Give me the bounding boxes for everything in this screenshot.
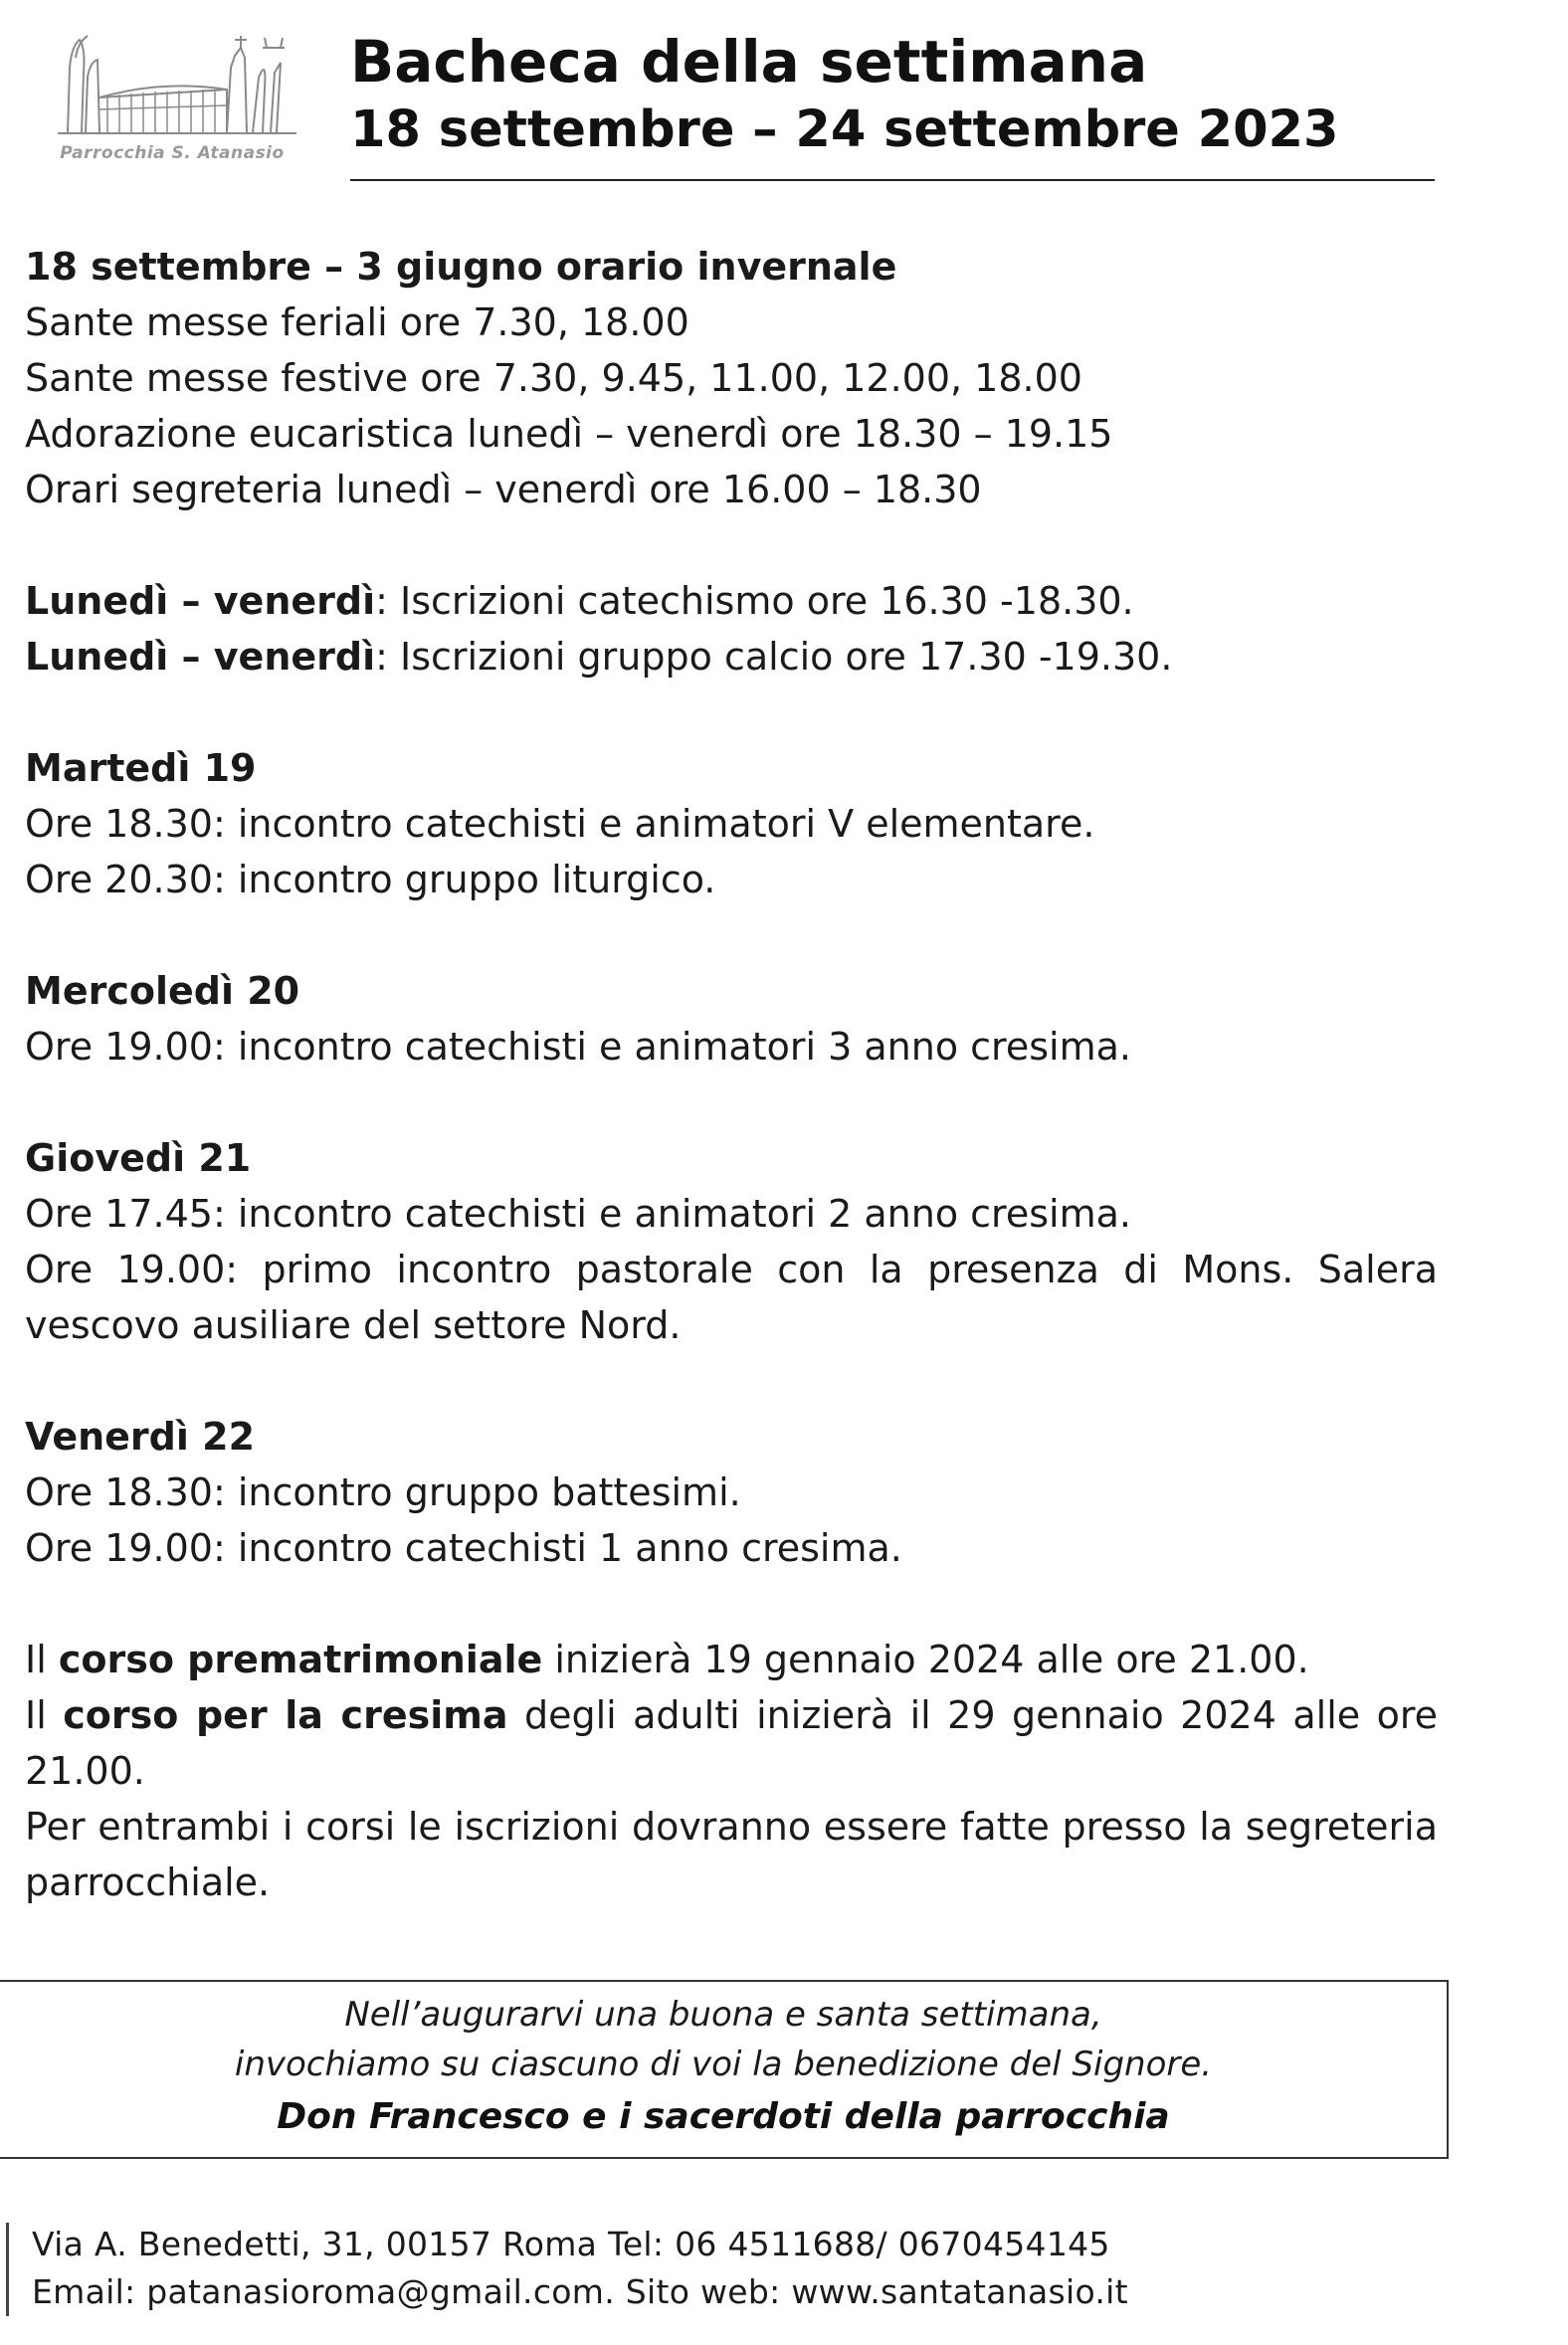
footer-email-web: Email: patanasioroma@gmail.com. Sito web: www.santatanasio.it xyxy=(32,2272,1128,2311)
greeting-box xyxy=(0,1980,1449,2159)
event-line: Ore 18.30: incontro catechisti e animatori V elementare. xyxy=(25,802,1095,846)
event-line: Ore 17.45: incontro catechisti e animatori 2 anno cresima. xyxy=(25,1192,1131,1236)
spacer xyxy=(25,1075,1438,1130)
week-dates: 18 settembre – 24 settembre 2023 xyxy=(350,100,1339,159)
course-prefix: Il xyxy=(25,1693,64,1737)
footer-address: Via A. Benedetti, 31, 00157 Roma Tel: 06 4511688/ 0670454145 xyxy=(32,2225,1110,2263)
spacer xyxy=(25,517,1438,573)
registration-calcio xyxy=(25,629,1438,684)
greeting-signature: Don Francesco e i sacerdoti della parrocchia xyxy=(277,2096,1170,2137)
course-name: corso prematrimoniale xyxy=(58,1638,543,1681)
parish-logo xyxy=(28,28,316,177)
event-line: Ore 19.00: primo incontro pastorale con la presenza di Mons. Salera vescovo ausiliare del settore Nord. xyxy=(25,1248,1438,1347)
schedule-line: Orari segreteria lunedì – venerdì ore 16.00 – 18.30 xyxy=(25,468,982,511)
schedule-line: Adorazione eucaristica lunedì – venerdì ore 18.30 – 19.15 xyxy=(25,412,1113,456)
event-line: Ore 19.00: incontro catechisti e animatori 3 anno cresima. xyxy=(25,1025,1131,1069)
footer-contacts xyxy=(32,2221,1128,2316)
greeting-line: Nell’augurarvi una buona e santa settimana, xyxy=(344,1995,1102,2035)
course-registration-note: Per entrambi i corsi le iscrizioni dovranno essere fatte presso la segreteria parrocchiale. xyxy=(25,1805,1438,1904)
greeting-line: invochiamo su ciascuno di voi la benedizione del Signore. xyxy=(234,2045,1213,2084)
schedule-line: Sante messe feriali ore 7.30, 18.00 xyxy=(25,300,689,344)
page-title: Bacheca della settimana xyxy=(350,28,1148,96)
footer-divider xyxy=(6,2223,9,2316)
event-line: Ore 18.30: incontro gruppo battesimi. xyxy=(25,1470,741,1514)
day-heading: Giovedì 21 xyxy=(25,1136,252,1180)
event-line: Ore 20.30: incontro gruppo liturgico. xyxy=(25,858,716,901)
course-details: inizierà 19 gennaio 2024 alle ore 21.00. xyxy=(542,1638,1309,1681)
course-prefix: Il xyxy=(25,1638,59,1681)
weekday-registrations xyxy=(25,573,1438,684)
day-thursday xyxy=(25,1130,1438,1353)
schedule-line: Sante messe festive ore 7.30, 9.45, 11.00, 12.00, 18.00 xyxy=(25,356,1082,400)
spacer xyxy=(25,1353,1438,1409)
day-tuesday xyxy=(25,740,1438,907)
spacer xyxy=(25,907,1438,963)
winter-schedule xyxy=(25,239,1438,517)
parish-name: Parrocchia S. Atanasio xyxy=(60,143,285,163)
page-header xyxy=(0,0,1568,189)
course-cresima xyxy=(25,1687,1438,1799)
day-heading: Mercoledì 20 xyxy=(25,969,300,1013)
registration-text: : Iscrizioni gruppo calcio ore 17.30 -19.30. xyxy=(375,635,1173,679)
registration-catechismo xyxy=(25,573,1438,629)
title-block xyxy=(350,26,1339,163)
event-line: Ore 19.00: incontro catechisti 1 anno cresima. xyxy=(25,1526,902,1570)
spacer xyxy=(25,684,1438,740)
courses xyxy=(25,1632,1438,1910)
day-friday xyxy=(25,1409,1438,1576)
schedule-heading: 18 settembre – 3 giugno orario invernale xyxy=(25,245,897,289)
course-details: degli adulti inizierà il 29 gennaio 2024 alle ore 21.00. xyxy=(25,1693,1439,1793)
day-heading: Venerdì 22 xyxy=(25,1415,256,1459)
spacer xyxy=(25,1576,1438,1632)
page-footer xyxy=(0,2221,1568,2320)
registration-days: Lunedì – venerdì xyxy=(25,635,376,679)
day-wednesday xyxy=(25,963,1438,1075)
title-divider xyxy=(350,179,1435,181)
registration-days: Lunedì – venerdì xyxy=(25,579,376,623)
registration-text: : Iscrizioni catechismo ore 16.30 -18.30. xyxy=(375,579,1134,623)
course-prematrimoniale xyxy=(25,1632,1438,1687)
bulletin-content xyxy=(25,239,1438,1910)
church-sketch-icon xyxy=(28,28,316,147)
course-name: corso per la cresima xyxy=(63,1693,508,1737)
day-heading: Martedì 19 xyxy=(25,746,257,790)
